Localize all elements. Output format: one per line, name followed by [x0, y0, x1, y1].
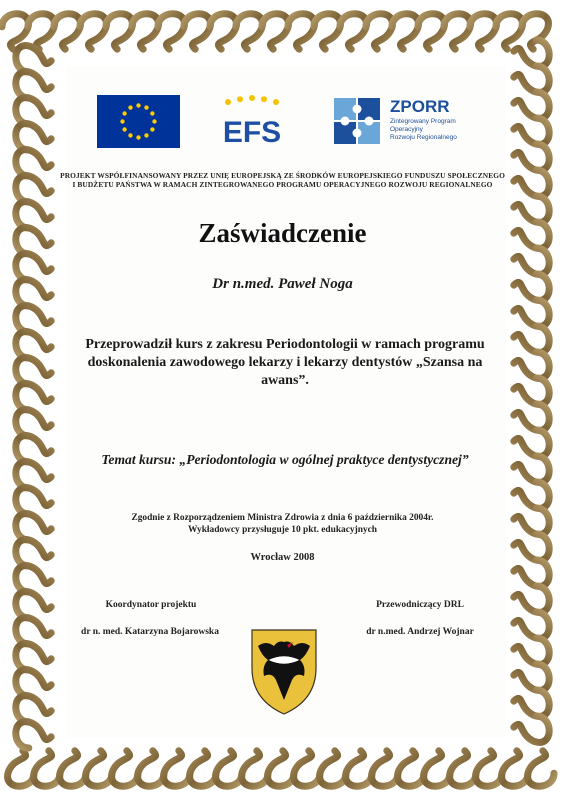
- zporr-puzzle-icon: [334, 98, 380, 144]
- certificate-title: Zaświadczenie: [198, 218, 367, 248]
- description-line-1: Przeprowadził kurs z zakresu Periodontologii w ramach programu: [85, 337, 485, 352]
- efs-logo-icon: [223, 95, 281, 149]
- eu-star-icon: [150, 127, 154, 131]
- silesian-eagle-coat-of-arms: [252, 630, 316, 714]
- funding-line-2: I BUDŻETU PAŃSTWA W RAMACH ZINTEGROWANEGO PROGRAMU OPERACYJNEGO ROZWOJU REGIONALNEGO: [72, 180, 493, 189]
- description-line-3: awans”.: [261, 373, 309, 388]
- eu-star-icon: [136, 135, 140, 139]
- eu-flag-icon: [97, 95, 180, 148]
- efs-logo-text: EFS: [222, 116, 282, 149]
- eu-star-icon: [122, 111, 126, 115]
- left-signature-role: Koordynator projektu: [105, 600, 197, 610]
- description-line-2: doskonalenia zawodowego lekarzy i lekarzy dentystów „Szansa na: [87, 355, 483, 370]
- course-topic: Temat kursu: „Periodontologia w ogólnej praktyce dentystycznej”: [101, 452, 469, 467]
- eu-star-icon: [150, 111, 154, 115]
- funding-line-1: PROJEKT WSPÓŁFINANSOWANY PRZEZ UNIĘ EUROPEJSKĄ ZE ŚRODKÓW EUROPEJSKIEGO FUNDUSZU SPOŁECZNEGO: [60, 171, 505, 180]
- regulation-line-1: Zgodnie z Rozporządzeniem Ministra Zdrowia z dnia 6 października 2004r.: [131, 513, 434, 523]
- regulation-line-2: Wykładowcy przysługuje 10 pkt. edukacyjnych: [188, 525, 377, 535]
- eu-star-icon: [136, 103, 140, 107]
- course-description: [60, 336, 510, 390]
- eu-star-icon: [152, 119, 156, 123]
- place-date: Wrocław 2008: [250, 552, 315, 563]
- efs-star-icon: [261, 96, 267, 102]
- right-signature-name: dr n.med. Andrzej Wojnar: [366, 627, 474, 637]
- eu-star-icon: [128, 133, 132, 137]
- eu-star-icon: [122, 127, 126, 131]
- zporr-subtitle-3: Rozwoju Regionalnego: [390, 134, 457, 141]
- eu-star-icon: [128, 105, 132, 109]
- eu-star-icon: [144, 133, 148, 137]
- recipient-name: Dr n.med. Paweł Noga: [212, 276, 353, 292]
- funding-note: [60, 171, 505, 189]
- zporr-subtitle-1: Zintegrowany Program: [390, 118, 456, 125]
- efs-star-icon: [249, 95, 255, 101]
- zporr-subtitle-2: Operacyjny: [390, 126, 423, 133]
- eu-star-icon: [120, 119, 124, 123]
- right-signature-role: Przewodniczący DRL: [376, 600, 464, 610]
- regulation-note: [60, 512, 505, 536]
- eu-star-icon: [144, 105, 148, 109]
- efs-star-icon: [273, 99, 279, 105]
- efs-star-icon: [225, 99, 231, 105]
- zporr-title: ZPORR: [390, 97, 450, 116]
- efs-star-icon: [237, 96, 243, 102]
- left-signature-name: dr n. med. Katarzyna Bojarowska: [81, 627, 219, 637]
